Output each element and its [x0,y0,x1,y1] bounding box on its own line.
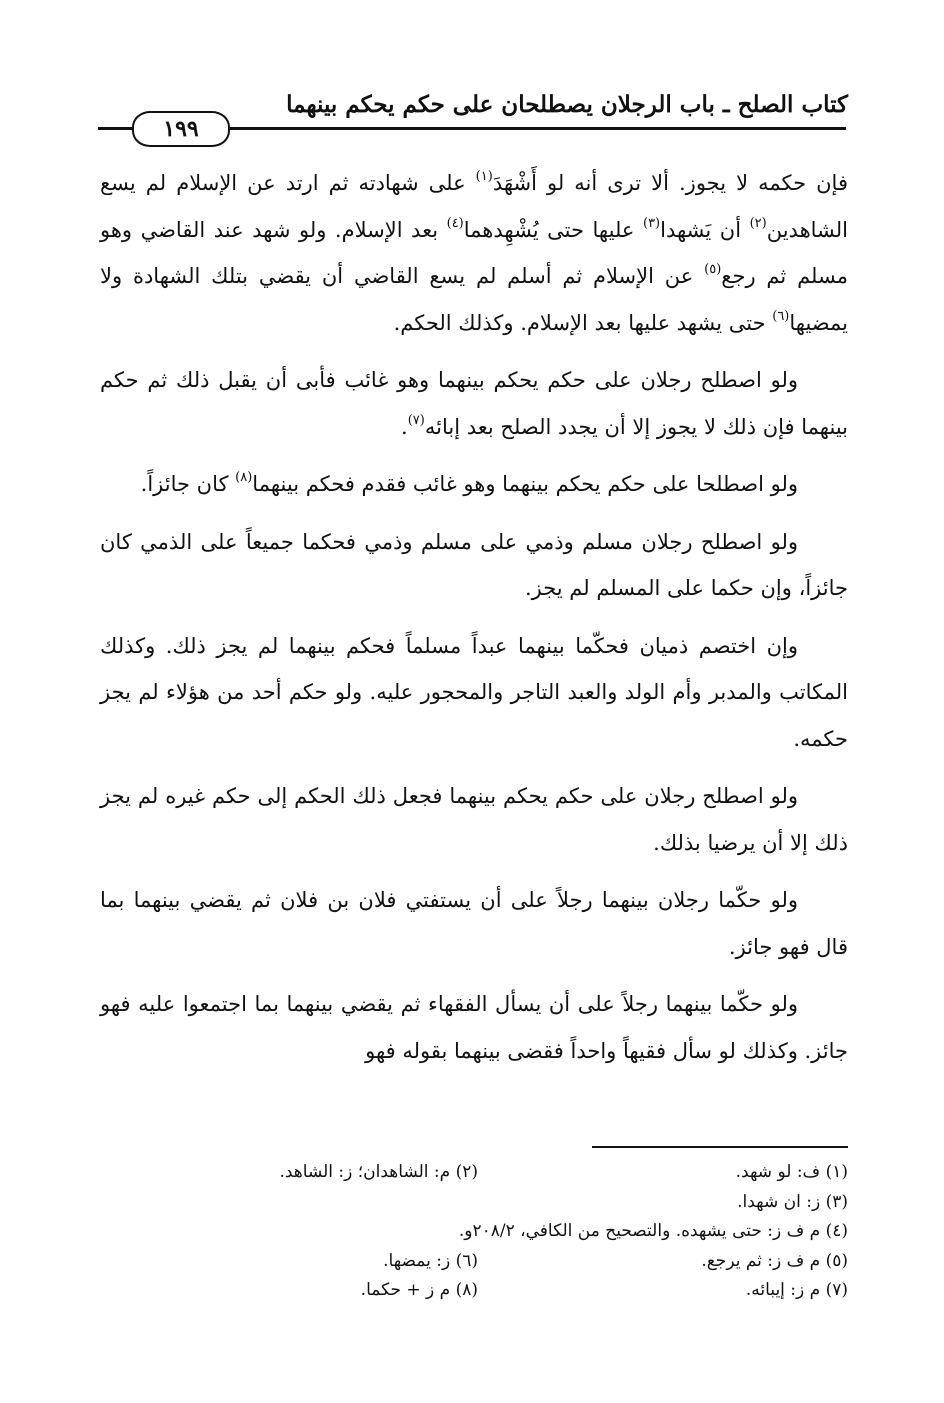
text-run: ولو حكّما رجلان بينهما رجلاً على أن يستفتي فلان بن فلان ثم يقضي بينهما بما قال فهو جائز. [100,888,848,959]
footnotes [100,1158,848,1306]
text-run: حتى يشهد عليها بعد الإسلام. وكذلك الحكم. [393,310,773,335]
text-run: فإن حكمه لا يجوز. ألا ترى أنه لو أَشْهَدَ [492,171,848,195]
footnote-row [100,1247,848,1277]
footnote-row [100,1158,848,1188]
text-run: أن يَشهدا [660,217,750,242]
text-run: عن الإسلام ثم أسلم لم يسع القاضي أن يقضي بتلك الشهادة ولا يمضيها [100,264,848,335]
footnote-marker: (١) [475,169,493,184]
text-run: . [401,414,408,439]
footnote: (١) ف: لو شهد. [735,1162,848,1182]
text-run: عليها حتى يُشْهِدهما [463,217,643,242]
text-run: ولو اصطلح رجلان مسلم وذمي على مسلم وذمي فحكما جميعاً على الذمي كان جائزاً، وإن حكما على المسلم لم يجز. [100,529,848,600]
footnote-marker: (٦) [772,308,790,324]
paragraph [100,357,848,450]
footnote-marker: (٤) [446,215,464,231]
running-header-title: كتاب الصلح ـ باب الرجلان يصطلحان على حكم يحكم بينهما [286,91,848,118]
footnote-row [100,1188,848,1218]
text-run: على شهادته ثم ارتد عن الإسلام لم يسع الشاهدين [100,171,849,242]
paragraph [100,519,848,612]
paragraph [100,461,848,508]
paragraph [100,773,848,866]
footnote: (٦) ز: يمضها. [383,1250,478,1271]
footnote-marker: (٧) [407,412,425,428]
paragraph [100,160,848,346]
footnote: (٥) م ف ز: ثم يرجع. [701,1250,848,1271]
footnote: (٨) م ز + حكما. [360,1280,478,1300]
text-run: كان جائزاً. [140,472,236,496]
footnote-marker: (٣) [642,215,661,231]
page-number: ١٩٩ [132,111,230,147]
footnote: (٢) م: الشاهدان؛ ز: الشاهد. [279,1162,478,1182]
main-text [100,160,848,1085]
footnote-marker: (٥) [704,262,722,277]
footnote-row [100,1217,848,1247]
footnote-marker: (٨) [235,470,253,485]
text-run: وإن اختصم ذميان فحكّما بينهما عبداً مسلماً فحكم بينهما لم يجز ذلك. وكذلك المكاتب والمدبر وأم الولد والعبد التاجر والمحجور عليه. ولو حكم أحد من هؤلاء لم يجز حكمه. [100,633,848,751]
paragraph [100,623,848,763]
footnote: (٤) م ف ز: حتى يشهده. والتصحيح من الكافي، ٢٠٨/٢و. [458,1221,848,1241]
footnote-row [100,1276,848,1306]
footnote-separator [592,1146,848,1148]
footnote: (٣) ز: ان شهدا. [737,1191,848,1212]
text-run: ولو حكّما بينهما رجلاً على أن يسأل الفقهاء ثم يقضي بينهما بما اجتمعوا عليه فهو جائز. وكذلك لو سأل فقيهاً واحداً فقضى بينهما بقوله فهو [100,992,848,1063]
text-run: ولو اصطلحا على حكم يحكم بينهما وهو غائب فقدم فحكم بينهما [252,472,798,496]
paragraph [100,877,848,970]
text-run: ولو اصطلح رجلان على حكم يحكم بينهما فجعل ذلك الحكم إلى حكم غيره لم يجز ذلك إلا أن يرضيا بذلك. [100,784,848,855]
text-run: بعد الإسلام. ولو شهد عند القاضي وهو مسلم ثم رجع [100,217,848,288]
footnote: (٧) م ز: إيبائه. [745,1280,848,1300]
text-run: ولو اصطلح رجلان على حكم يحكم بينهما وهو غائب فأبى أن يقبل ذلك ثم حكم بينهما فإن ذلك لا يجوز إلا أن يجدد الصلح بعد إبائه [100,368,848,439]
paragraph [100,981,848,1074]
footnote-marker: (٢) [749,215,767,231]
